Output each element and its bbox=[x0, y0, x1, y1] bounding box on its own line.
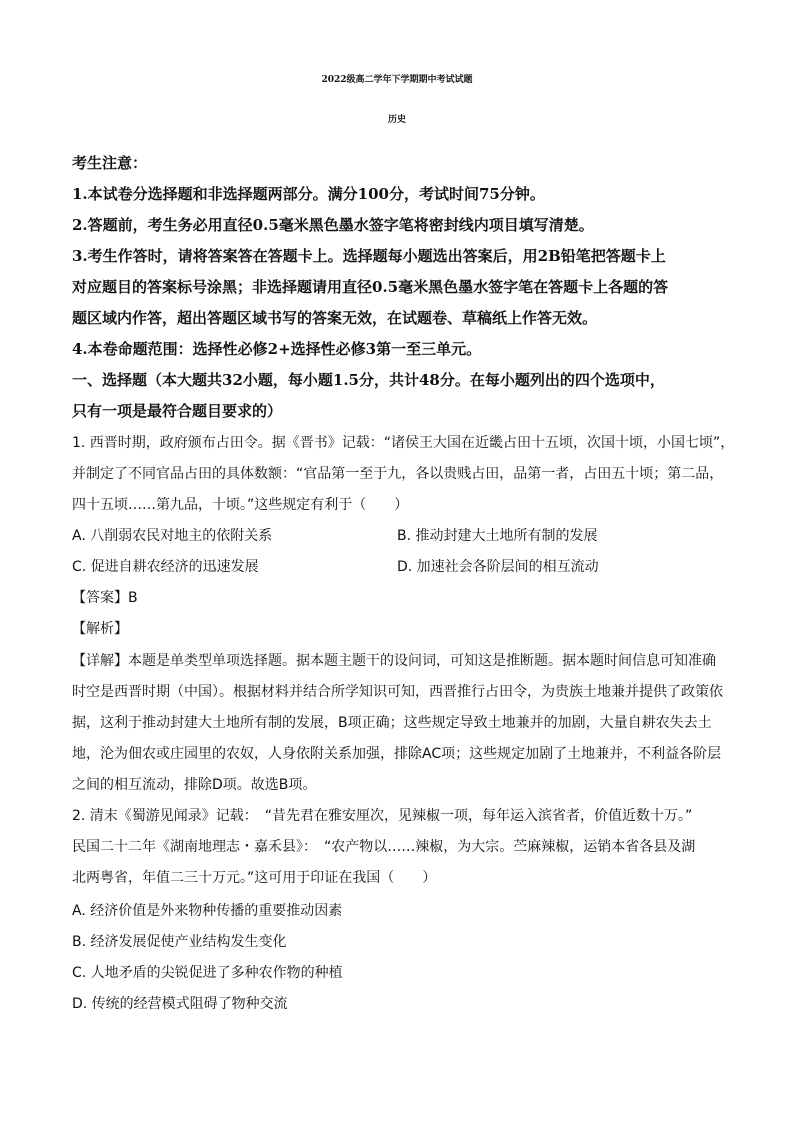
notice-item-3-line-3: 题区域内作答，超出答题区域书写的答案无效，在试题卷、草稿纸上作答无效。 bbox=[72, 309, 598, 327]
subject-title: 历史 bbox=[387, 115, 406, 125]
q1-analysis-label: 【解析】 bbox=[72, 621, 128, 637]
q1-option-b: B. 推动封建大土地所有制的发展 bbox=[397, 528, 598, 544]
q1-detail-line-5: 之间的相互流动，排除D项。故选B项。 bbox=[72, 777, 317, 793]
exam-title: 2022级高二学年下学期期中考试试题 bbox=[321, 75, 473, 85]
q1-option-a: A. 八削弱农民对地主的依附关系 bbox=[72, 528, 273, 544]
q1-detail-line-2: 时空是西晋时期（中国）。根据材料并结合所学知识可知，西晋推行占田令，为贵族土地兼并提供了政策依 bbox=[72, 684, 723, 700]
q2-stem-line-3: 北两粤省，年值二三十万元。”这可用于印证在我国（ ） bbox=[72, 870, 437, 886]
q1-detail-line-1: 【详解】本题是单类型单项选择题。据本题主题干的设问词，可知这是推断题。据本题时间信息可知准确 bbox=[72, 653, 716, 669]
notice-item-4: 4.本卷命题范围：选择性必修2+选择性必修3第一至三单元。 bbox=[72, 340, 482, 358]
q1-stem-line-2: 并制定了不同官品占田的具体数额：“官品第一至于九，各以贵贱占田，品第一者，占田五十顷；第二品， bbox=[72, 466, 724, 482]
notice-heading: 考生注意： bbox=[72, 154, 148, 172]
q1-option-d: D. 加速社会各阶层间的相互流动 bbox=[397, 559, 599, 575]
notice-item-3-line-2: 对应题目的答案标号涂黑；非选择题请用直径0.5毫米黑色墨水签字笔在答题卡上各题的答 bbox=[72, 278, 669, 296]
q2-option-c: C. 人地矛盾的尖锐促进了多种农作物的种植 bbox=[72, 965, 343, 981]
notice-item-3-line-1: 3.考生作答时，请将答案答在答题卡上。选择题每小题选出答案后，用2B铅笔把答题卡上 bbox=[72, 247, 666, 265]
q1-stem-line-3: 四十五顷……第九品，十顷。”这些规定有利于（ ） bbox=[72, 497, 409, 513]
q2-stem-line-1: 2. 清末《蜀游见闻录》记载： “昔先君在雅安厘次，见辣椒一项，每年运入滨省者，价值近数十万。” bbox=[72, 808, 693, 824]
q2-stem-line-2: 民国二十二年《湖南地理志・嘉禾县》： “农产物以……辣椒，为大宗。苎麻辣椒，运销本省各县及湖 bbox=[72, 839, 696, 855]
q1-option-c: C. 促进自耕农经济的迅速发展 bbox=[72, 559, 259, 575]
q1-detail-line-3: 据，这利于推动封建大土地所有制的发展，B项正确；这些规定导致土地兼并的加剧，大量自耕农失去土 bbox=[72, 715, 712, 731]
notice-item-1: 1.本试卷分选择题和非选择题两部分。满分100分，考试时间75分钟。 bbox=[72, 185, 545, 203]
q1-detail-line-4: 地，沦为佃农或庄园里的农奴，人身依附关系加强，排除AC项；这些规定加剧了土地兼并，不利益各阶层 bbox=[72, 746, 722, 762]
notice-item-2: 2.答题前，考生务必用直径0.5毫米黑色墨水签字笔将密封线内项目填写清楚。 bbox=[72, 216, 594, 234]
q2-option-b: B. 经济发展促使产业结构发生变化 bbox=[72, 934, 287, 950]
section-heading-line-1: 一、选择题（本大题共32小题，每小题1.5分，共计48分。在每小题列出的四个选项中， bbox=[72, 371, 665, 389]
q2-option-a: A. 经济价值是外来物种传播的重要推动因素 bbox=[72, 903, 343, 919]
q1-answer: 【答案】B bbox=[72, 590, 138, 606]
section-heading-line-2: 只有一项是最符合题目要求的） bbox=[72, 402, 283, 420]
q2-option-d: D. 传统的经营模式阻碍了物种交流 bbox=[72, 996, 288, 1012]
q1-stem-line-1: 1. 西晋时期，政府颁布占田令。据《晋书》记载：“诸侯王大国在近畿占田十五顷，次国十顷，小国七顷”， bbox=[72, 435, 735, 451]
